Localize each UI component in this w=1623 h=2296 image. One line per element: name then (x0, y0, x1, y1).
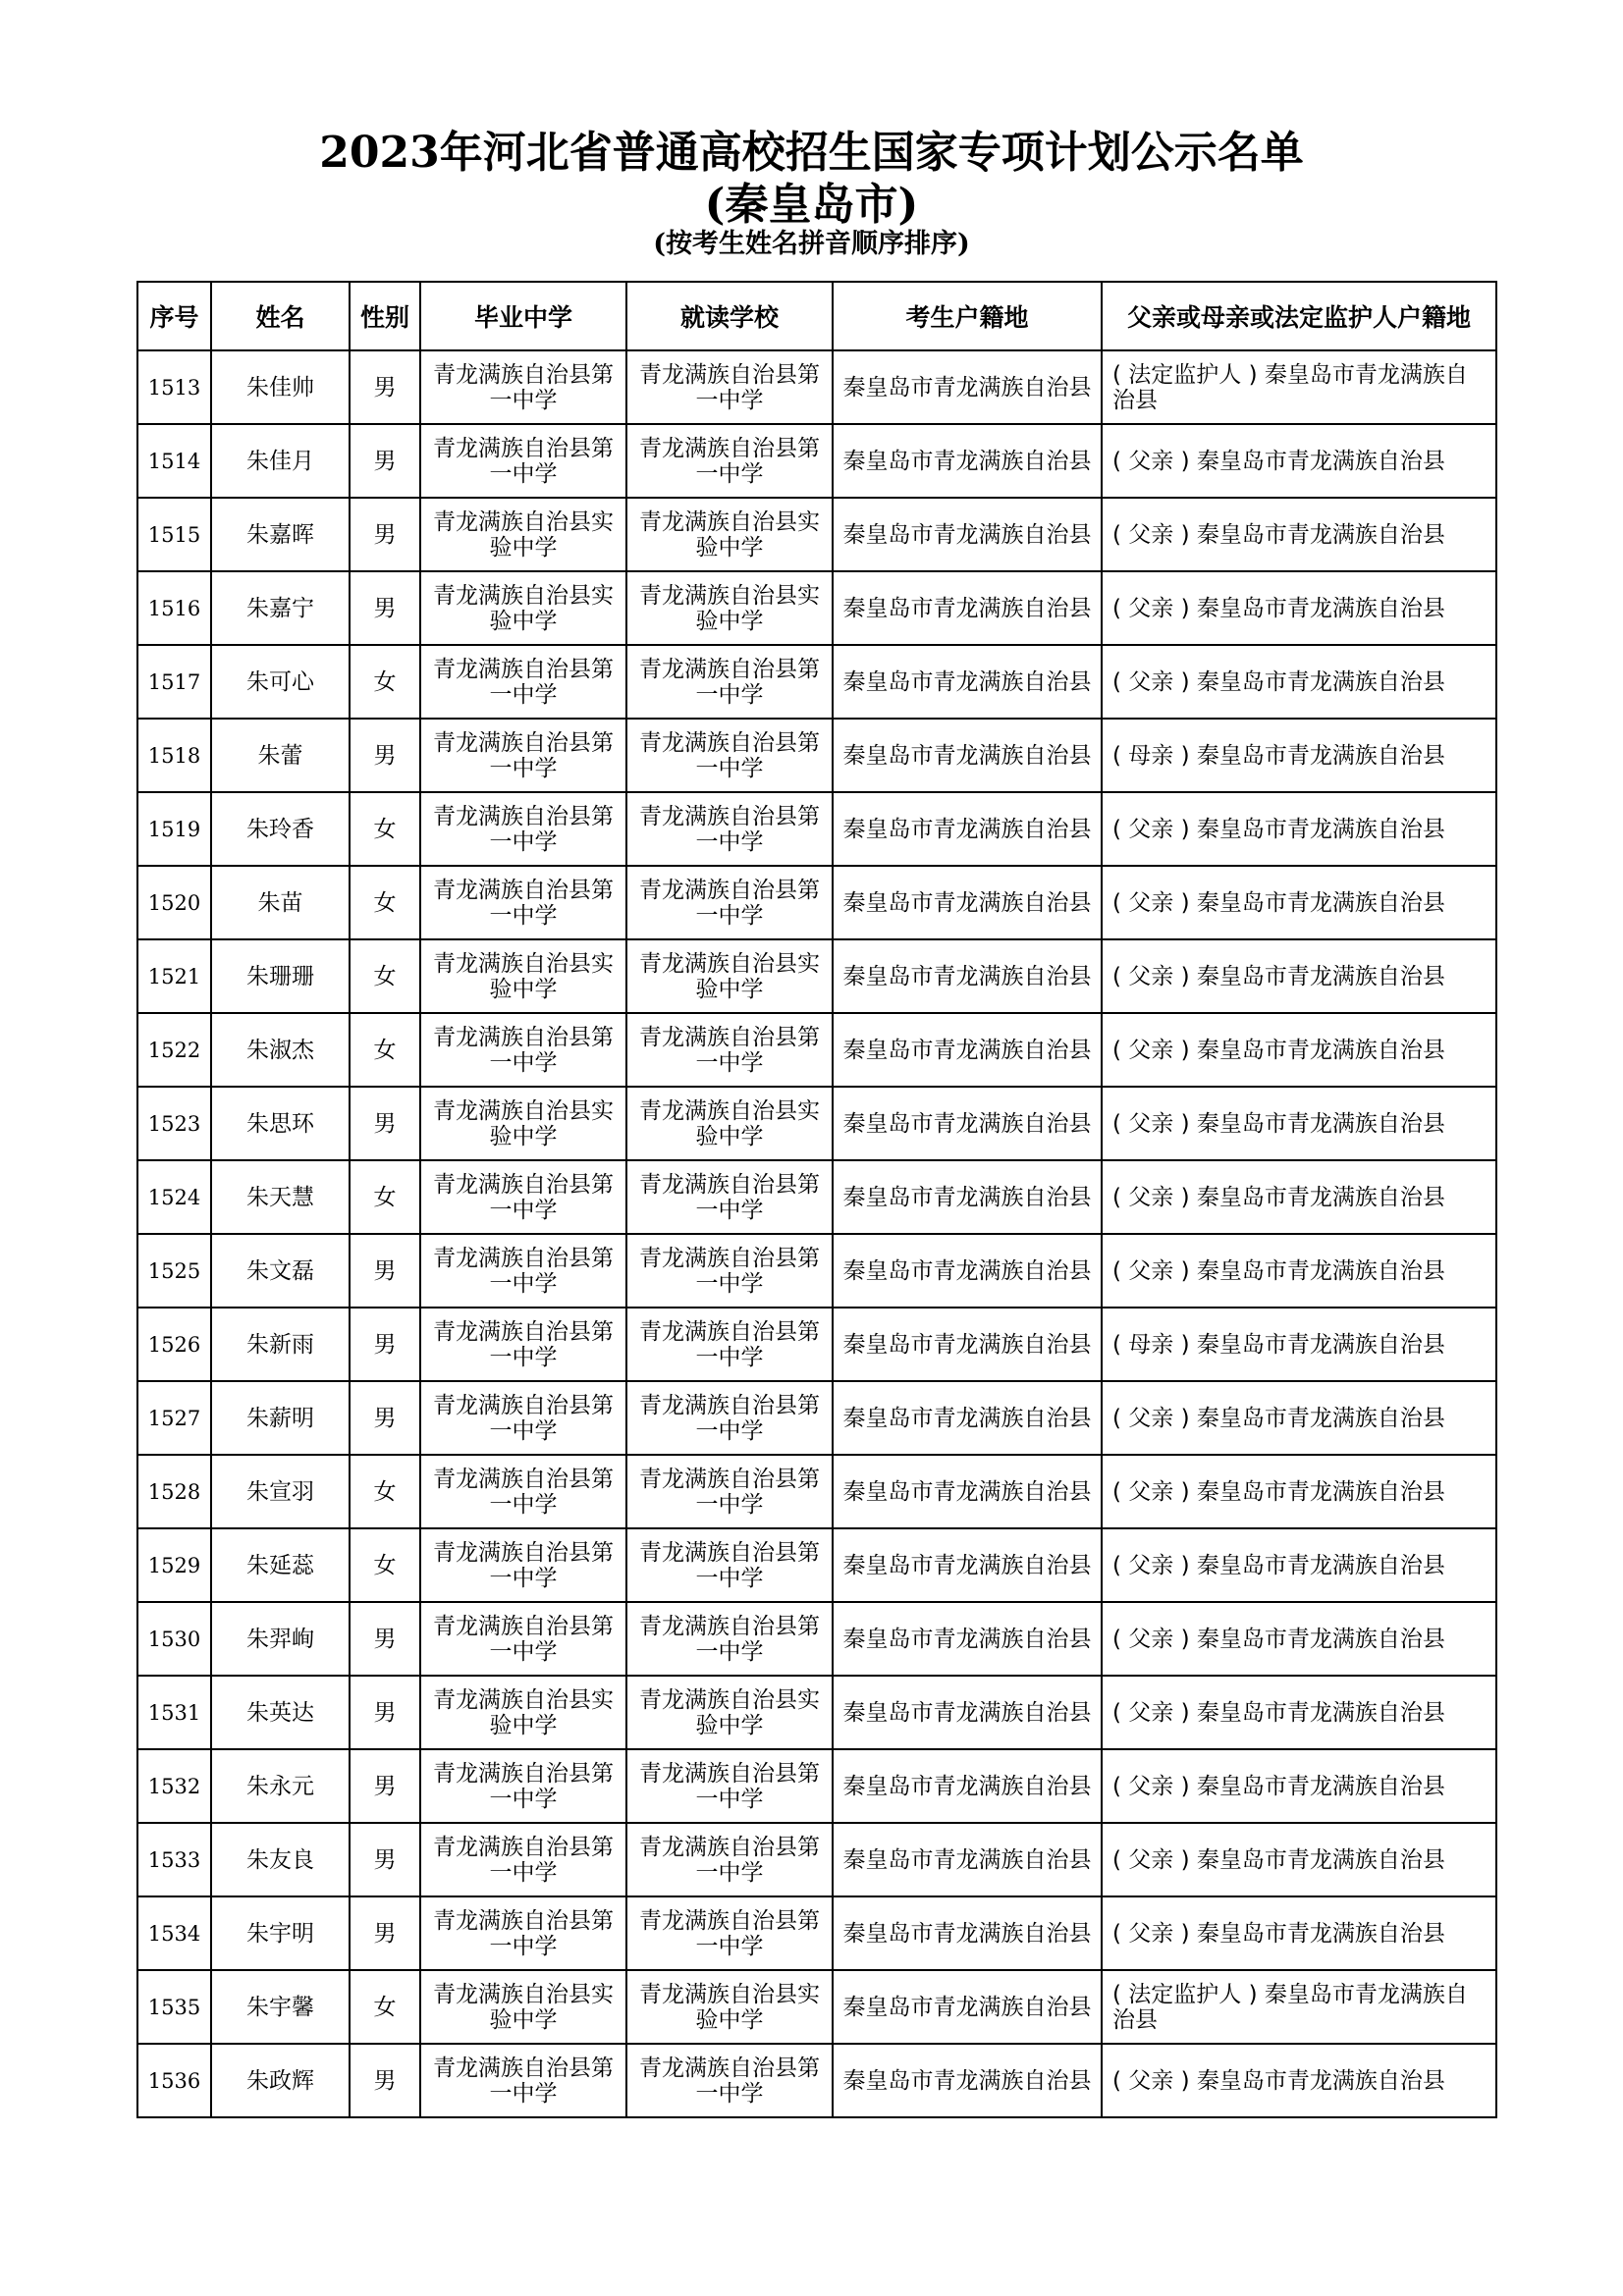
header-seq: 序号 (137, 282, 211, 350)
hukou-cell: 秦皇岛市青龙满族自治县 (833, 1308, 1102, 1381)
gender-cell: 男 (350, 2044, 420, 2117)
hukou-cell: 秦皇岛市青龙满族自治县 (833, 1160, 1102, 1234)
current-school-cell: 青龙满族自治县第一中学 (626, 1823, 833, 1896)
grad-school-cell: 青龙满族自治县第一中学 (420, 1013, 626, 1087)
gender-cell: 男 (350, 1234, 420, 1308)
hukou-cell: 秦皇岛市青龙满族自治县 (833, 645, 1102, 719)
name-cell: 朱永元 (211, 1749, 350, 1823)
table-row (137, 1234, 1496, 1308)
header-name: 姓名 (211, 282, 350, 350)
hukou-cell: 秦皇岛市青龙满族自治县 (833, 939, 1102, 1013)
guardian-hukou-cell: ( 父亲 ) 秦皇岛市青龙满族自治县 (1102, 1823, 1496, 1896)
seq-cell: 1514 (137, 424, 211, 498)
name-cell: 朱延蕊 (211, 1528, 350, 1602)
table-row (137, 792, 1496, 866)
document-title: 2023年河北省普通高校招生国家专项计划公示名单 (319, 128, 1304, 178)
current-school-cell: 青龙满族自治县第一中学 (626, 1308, 833, 1381)
hukou-cell: 秦皇岛市青龙满族自治县 (833, 350, 1102, 424)
table-row (137, 1970, 1496, 2044)
table-row (137, 571, 1496, 645)
guardian-hukou-cell: ( 母亲 ) 秦皇岛市青龙满族自治县 (1102, 1308, 1496, 1381)
table-row (137, 1896, 1496, 1970)
roster-body (137, 350, 1496, 2117)
gender-cell: 男 (350, 1896, 420, 1970)
guardian-hukou-cell: ( 父亲 ) 秦皇岛市青龙满族自治县 (1102, 1160, 1496, 1234)
guardian-hukou-cell: ( 父亲 ) 秦皇岛市青龙满族自治县 (1102, 1676, 1496, 1749)
seq-cell: 1533 (137, 1823, 211, 1896)
gender-cell: 男 (350, 1308, 420, 1381)
table-row (137, 350, 1496, 424)
current-school-cell: 青龙满族自治县第一中学 (626, 2044, 833, 2117)
table-row (137, 1823, 1496, 1896)
seq-cell: 1528 (137, 1455, 211, 1528)
current-school-cell: 青龙满族自治县第一中学 (626, 1896, 833, 1970)
current-school-cell: 青龙满族自治县第一中学 (626, 645, 833, 719)
gender-cell: 女 (350, 939, 420, 1013)
grad-school-cell: 青龙满族自治县第一中学 (420, 1160, 626, 1234)
hukou-cell: 秦皇岛市青龙满族自治县 (833, 1896, 1102, 1970)
gender-cell: 女 (350, 1160, 420, 1234)
hukou-cell: 秦皇岛市青龙满族自治县 (833, 1602, 1102, 1676)
current-school-cell: 青龙满族自治县第一中学 (626, 1602, 833, 1676)
seq-cell: 1518 (137, 719, 211, 792)
seq-cell: 1517 (137, 645, 211, 719)
current-school-cell: 青龙满族自治县第一中学 (626, 1749, 833, 1823)
seq-cell: 1513 (137, 350, 211, 424)
table-row (137, 1160, 1496, 1234)
table-row (137, 719, 1496, 792)
guardian-hukou-cell: ( 父亲 ) 秦皇岛市青龙满族自治县 (1102, 1013, 1496, 1087)
guardian-hukou-cell: ( 父亲 ) 秦皇岛市青龙满族自治县 (1102, 792, 1496, 866)
grad-school-cell: 青龙满族自治县第一中学 (420, 2044, 626, 2117)
gender-cell: 女 (350, 645, 420, 719)
name-cell: 朱珊珊 (211, 939, 350, 1013)
name-cell: 朱薪明 (211, 1381, 350, 1455)
guardian-hukou-cell: ( 父亲 ) 秦皇岛市青龙满族自治县 (1102, 1381, 1496, 1455)
guardian-hukou-cell: ( 父亲 ) 秦皇岛市青龙满族自治县 (1102, 571, 1496, 645)
table-row (137, 498, 1496, 571)
guardian-hukou-cell: ( 父亲 ) 秦皇岛市青龙满族自治县 (1102, 1602, 1496, 1676)
grad-school-cell: 青龙满族自治县第一中学 (420, 1234, 626, 1308)
grad-school-cell: 青龙满族自治县第一中学 (420, 645, 626, 719)
name-cell: 朱嘉晖 (211, 498, 350, 571)
seq-cell: 1523 (137, 1087, 211, 1160)
current-school-cell: 青龙满族自治县第一中学 (626, 1455, 833, 1528)
table-row (137, 2044, 1496, 2117)
gender-cell: 男 (350, 1087, 420, 1160)
seq-cell: 1529 (137, 1528, 211, 1602)
seq-cell: 1535 (137, 1970, 211, 2044)
hukou-cell: 秦皇岛市青龙满族自治县 (833, 2044, 1102, 2117)
table-row (137, 1455, 1496, 1528)
gender-cell: 女 (350, 866, 420, 939)
current-school-cell: 青龙满族自治县实验中学 (626, 571, 833, 645)
gender-cell: 男 (350, 1602, 420, 1676)
table-row (137, 1676, 1496, 1749)
gender-cell: 女 (350, 1528, 420, 1602)
header-guardian-hukou: 父亲或母亲或法定监护人户籍地 (1102, 282, 1496, 350)
grad-school-cell: 青龙满族自治县实验中学 (420, 1676, 626, 1749)
name-cell: 朱英达 (211, 1676, 350, 1749)
grad-school-cell: 青龙满族自治县第一中学 (420, 1896, 626, 1970)
grad-school-cell: 青龙满族自治县第一中学 (420, 1602, 626, 1676)
seq-cell: 1525 (137, 1234, 211, 1308)
current-school-cell: 青龙满族自治县第一中学 (626, 1381, 833, 1455)
hukou-cell: 秦皇岛市青龙满族自治县 (833, 1970, 1102, 2044)
seq-cell: 1522 (137, 1013, 211, 1087)
name-cell: 朱羿峋 (211, 1602, 350, 1676)
gender-cell: 男 (350, 1381, 420, 1455)
current-school-cell: 青龙满族自治县第一中学 (626, 350, 833, 424)
seq-cell: 1536 (137, 2044, 211, 2117)
header-current-school: 就读学校 (626, 282, 833, 350)
gender-cell: 女 (350, 792, 420, 866)
current-school-cell: 青龙满族自治县实验中学 (626, 1970, 833, 2044)
name-cell: 朱政辉 (211, 2044, 350, 2117)
grad-school-cell: 青龙满族自治县第一中学 (420, 1308, 626, 1381)
grad-school-cell: 青龙满族自治县第一中学 (420, 1749, 626, 1823)
seq-cell: 1527 (137, 1381, 211, 1455)
guardian-hukou-cell: ( 父亲 ) 秦皇岛市青龙满族自治县 (1102, 1455, 1496, 1528)
seq-cell: 1526 (137, 1308, 211, 1381)
guardian-hukou-cell: ( 父亲 ) 秦皇岛市青龙满族自治县 (1102, 2044, 1496, 2117)
name-cell: 朱友良 (211, 1823, 350, 1896)
current-school-cell: 青龙满族自治县实验中学 (626, 939, 833, 1013)
hukou-cell: 秦皇岛市青龙满族自治县 (833, 1749, 1102, 1823)
hukou-cell: 秦皇岛市青龙满族自治县 (833, 719, 1102, 792)
seq-cell: 1520 (137, 866, 211, 939)
name-cell: 朱苗 (211, 866, 350, 939)
guardian-hukou-cell: ( 父亲 ) 秦皇岛市青龙满族自治县 (1102, 1087, 1496, 1160)
table-row (137, 1602, 1496, 1676)
name-cell: 朱天慧 (211, 1160, 350, 1234)
current-school-cell: 青龙满族自治县实验中学 (626, 1676, 833, 1749)
gender-cell: 男 (350, 498, 420, 571)
current-school-cell: 青龙满族自治县实验中学 (626, 1087, 833, 1160)
current-school-cell: 青龙满族自治县第一中学 (626, 1013, 833, 1087)
gender-cell: 男 (350, 571, 420, 645)
table-row (137, 939, 1496, 1013)
seq-cell: 1530 (137, 1602, 211, 1676)
guardian-hukou-cell: ( 父亲 ) 秦皇岛市青龙满族自治县 (1102, 1528, 1496, 1602)
table-row (137, 1381, 1496, 1455)
table-row (137, 1528, 1496, 1602)
name-cell: 朱宣羽 (211, 1455, 350, 1528)
grad-school-cell: 青龙满族自治县第一中学 (420, 1381, 626, 1455)
name-cell: 朱思环 (211, 1087, 350, 1160)
grad-school-cell: 青龙满族自治县第一中学 (420, 350, 626, 424)
table-row (137, 1087, 1496, 1160)
current-school-cell: 青龙满族自治县第一中学 (626, 1528, 833, 1602)
name-cell: 朱蕾 (211, 719, 350, 792)
roster-table (136, 281, 1497, 2118)
gender-cell: 男 (350, 1676, 420, 1749)
grad-school-cell: 青龙满族自治县第一中学 (420, 866, 626, 939)
grad-school-cell: 青龙满族自治县实验中学 (420, 498, 626, 571)
gender-cell: 男 (350, 424, 420, 498)
hukou-cell: 秦皇岛市青龙满族自治县 (833, 498, 1102, 571)
grad-school-cell: 青龙满族自治县实验中学 (420, 571, 626, 645)
gender-cell: 女 (350, 1455, 420, 1528)
name-cell: 朱嘉宁 (211, 571, 350, 645)
gender-cell: 男 (350, 1749, 420, 1823)
hukou-cell: 秦皇岛市青龙满族自治县 (833, 1013, 1102, 1087)
grad-school-cell: 青龙满族自治县第一中学 (420, 792, 626, 866)
gender-cell: 男 (350, 350, 420, 424)
header-gender: 性别 (350, 282, 420, 350)
table-row (137, 424, 1496, 498)
table-row (137, 645, 1496, 719)
hukou-cell: 秦皇岛市青龙满族自治县 (833, 792, 1102, 866)
hukou-cell: 秦皇岛市青龙满族自治县 (833, 571, 1102, 645)
grad-school-cell: 青龙满族自治县第一中学 (420, 1528, 626, 1602)
gender-cell: 女 (350, 1013, 420, 1087)
name-cell: 朱新雨 (211, 1308, 350, 1381)
seq-cell: 1515 (137, 498, 211, 571)
guardian-hukou-cell: ( 父亲 ) 秦皇岛市青龙满族自治县 (1102, 939, 1496, 1013)
guardian-hukou-cell: ( 父亲 ) 秦皇岛市青龙满族自治县 (1102, 1896, 1496, 1970)
grad-school-cell: 青龙满族自治县实验中学 (420, 1970, 626, 2044)
table-row (137, 866, 1496, 939)
table-row (137, 1308, 1496, 1381)
guardian-hukou-cell: ( 法定监护人 ) 秦皇岛市青龙满族自治县 (1102, 350, 1496, 424)
grad-school-cell: 青龙满族自治县第一中学 (420, 1455, 626, 1528)
gender-cell: 女 (350, 1970, 420, 2044)
seq-cell: 1519 (137, 792, 211, 866)
grad-school-cell: 青龙满族自治县第一中学 (420, 1823, 626, 1896)
hukou-cell: 秦皇岛市青龙满族自治县 (833, 1234, 1102, 1308)
name-cell: 朱佳月 (211, 424, 350, 498)
hukou-cell: 秦皇岛市青龙满族自治县 (833, 1381, 1102, 1455)
current-school-cell: 青龙满族自治县第一中学 (626, 792, 833, 866)
sort-note: (按考生姓名拼音顺序排序) (653, 229, 970, 259)
guardian-hukou-cell: ( 父亲 ) 秦皇岛市青龙满族自治县 (1102, 498, 1496, 571)
guardian-hukou-cell: ( 父亲 ) 秦皇岛市青龙满族自治县 (1102, 866, 1496, 939)
name-cell: 朱淑杰 (211, 1013, 350, 1087)
header-grad-school: 毕业中学 (420, 282, 626, 350)
name-cell: 朱可心 (211, 645, 350, 719)
hukou-cell: 秦皇岛市青龙满族自治县 (833, 1823, 1102, 1896)
seq-cell: 1531 (137, 1676, 211, 1749)
name-cell: 朱宇明 (211, 1896, 350, 1970)
table-row (137, 1749, 1496, 1823)
guardian-hukou-cell: ( 父亲 ) 秦皇岛市青龙满族自治县 (1102, 1749, 1496, 1823)
gender-cell: 男 (350, 1823, 420, 1896)
current-school-cell: 青龙满族自治县第一中学 (626, 424, 833, 498)
current-school-cell: 青龙满族自治县第一中学 (626, 1234, 833, 1308)
name-cell: 朱玲香 (211, 792, 350, 866)
name-cell: 朱宇馨 (211, 1970, 350, 2044)
guardian-hukou-cell: ( 父亲 ) 秦皇岛市青龙满族自治县 (1102, 645, 1496, 719)
seq-cell: 1524 (137, 1160, 211, 1234)
name-cell: 朱佳帅 (211, 350, 350, 424)
current-school-cell: 青龙满族自治县第一中学 (626, 719, 833, 792)
table-row (137, 1013, 1496, 1087)
current-school-cell: 青龙满族自治县实验中学 (626, 498, 833, 571)
current-school-cell: 青龙满族自治县第一中学 (626, 1160, 833, 1234)
seq-cell: 1532 (137, 1749, 211, 1823)
grad-school-cell: 青龙满族自治县实验中学 (420, 939, 626, 1013)
guardian-hukou-cell: ( 母亲 ) 秦皇岛市青龙满族自治县 (1102, 719, 1496, 792)
seq-cell: 1534 (137, 1896, 211, 1970)
name-cell: 朱文磊 (211, 1234, 350, 1308)
seq-cell: 1516 (137, 571, 211, 645)
guardian-hukou-cell: ( 父亲 ) 秦皇岛市青龙满族自治县 (1102, 424, 1496, 498)
grad-school-cell: 青龙满族自治县第一中学 (420, 424, 626, 498)
seq-cell: 1521 (137, 939, 211, 1013)
grad-school-cell: 青龙满族自治县第一中学 (420, 719, 626, 792)
grad-school-cell: 青龙满族自治县实验中学 (420, 1087, 626, 1160)
hukou-cell: 秦皇岛市青龙满族自治县 (833, 1528, 1102, 1602)
guardian-hukou-cell: ( 法定监护人 ) 秦皇岛市青龙满族自治县 (1102, 1970, 1496, 2044)
hukou-cell: 秦皇岛市青龙满族自治县 (833, 866, 1102, 939)
current-school-cell: 青龙满族自治县第一中学 (626, 866, 833, 939)
gender-cell: 男 (350, 719, 420, 792)
header-row (137, 282, 1496, 350)
document-city: (秦皇岛市) (704, 180, 919, 230)
hukou-cell: 秦皇岛市青龙满族自治县 (833, 1455, 1102, 1528)
hukou-cell: 秦皇岛市青龙满族自治县 (833, 424, 1102, 498)
guardian-hukou-cell: ( 父亲 ) 秦皇岛市青龙满族自治县 (1102, 1234, 1496, 1308)
header-hukou: 考生户籍地 (833, 282, 1102, 350)
hukou-cell: 秦皇岛市青龙满族自治县 (833, 1676, 1102, 1749)
hukou-cell: 秦皇岛市青龙满族自治县 (833, 1087, 1102, 1160)
